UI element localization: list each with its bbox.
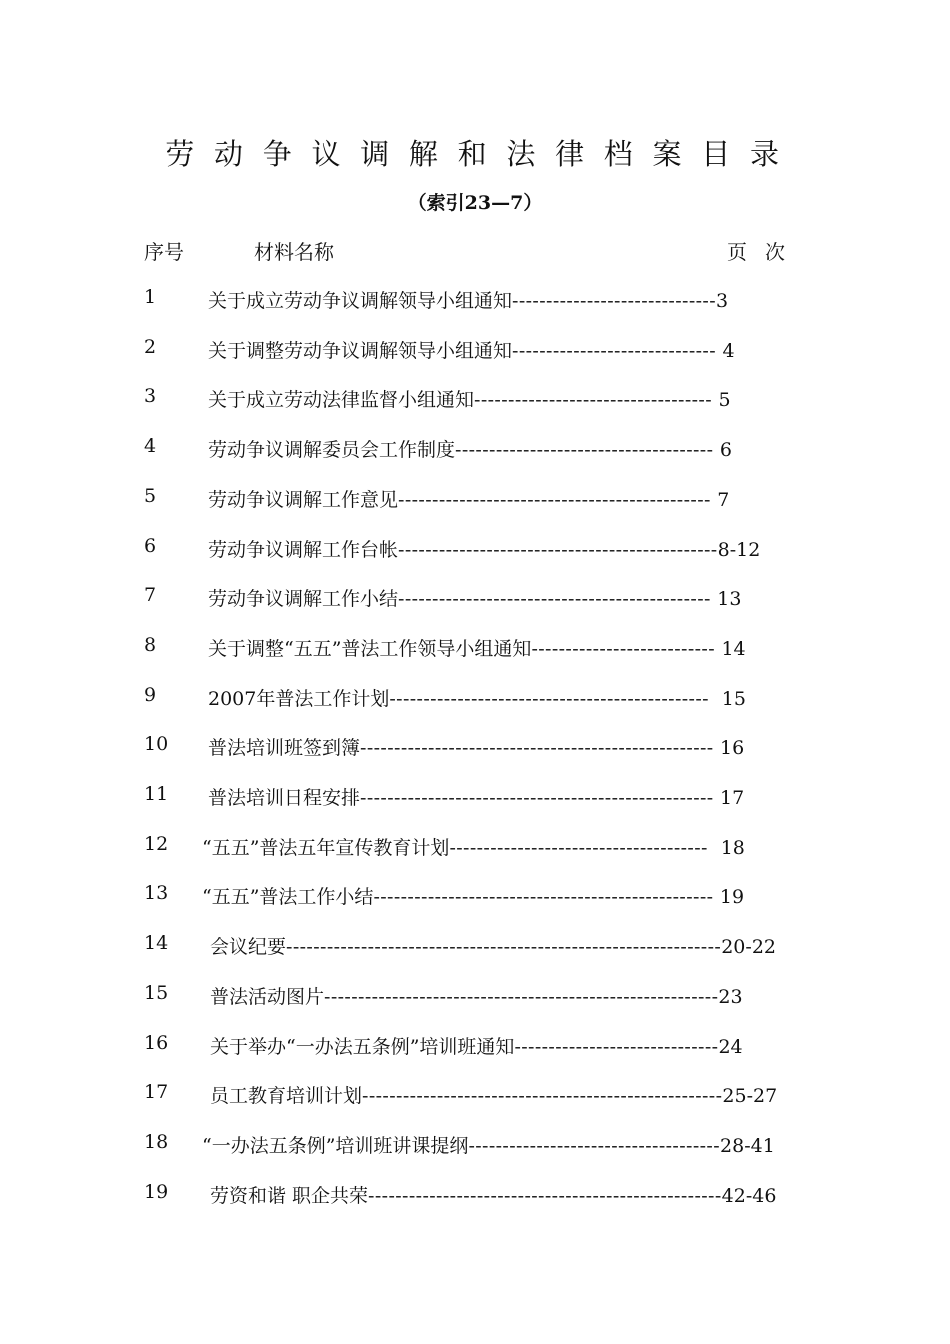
- toc-row: [0, 485, 950, 515]
- header-name: 材料名称: [254, 240, 334, 264]
- toc-row-page: 16: [720, 737, 745, 760]
- toc-row-leader: -----------------------------------: [474, 389, 719, 412]
- toc-row-entry: [208, 435, 732, 462]
- toc-row-entry: [202, 833, 745, 860]
- toc-row: [0, 684, 950, 714]
- toc-row-title: 普法培训日程安排: [208, 787, 361, 809]
- toc-row-entry: [208, 286, 728, 313]
- toc-row-title: 普法活动图片: [210, 985, 325, 1008]
- toc-row-page: 4: [722, 339, 735, 362]
- toc-row-title: 劳动争议调解委员会工作制度: [208, 439, 456, 462]
- toc-row-leader: ----------------------------------------------: [398, 588, 718, 611]
- toc-row-title: 劳动争议调解工作小结: [208, 588, 399, 611]
- toc-row: [0, 1081, 950, 1111]
- toc-row-page: 23: [718, 985, 743, 1008]
- toc-row-number: 9: [144, 683, 157, 706]
- toc-row-page: 18: [720, 836, 745, 859]
- toc-row-page: 24: [718, 1035, 743, 1058]
- toc-row-title: “五五”普法工作小结: [202, 886, 374, 909]
- toc-row-page: 42-46: [721, 1184, 777, 1207]
- toc-row-number: 19: [144, 1180, 169, 1203]
- toc-row-page: 28-41: [720, 1134, 775, 1157]
- toc-row-page: 3: [716, 290, 729, 312]
- toc-row-entry: [208, 783, 744, 810]
- toc-row-leader: ----------------------------------------------------: [360, 787, 721, 809]
- toc-row-number: 18: [144, 1130, 169, 1153]
- toc-row-leader: ----------------------------------------------: [398, 488, 718, 511]
- toc-row-leader: ------------------------------: [512, 290, 717, 312]
- toc-row-entry: [210, 932, 776, 959]
- toc-row-title: 关于调整劳动争议调解领导小组通知: [208, 339, 513, 362]
- toc-row-title: 劳动争议调解工作台帐: [208, 538, 399, 561]
- toc-row-entry: [208, 485, 729, 512]
- toc-row-page: 19: [719, 886, 745, 909]
- toc-row-leader: ----------------------------------------------------------: [324, 985, 719, 1008]
- toc-row-page: 14: [721, 637, 746, 660]
- toc-row-page: 13: [717, 588, 742, 611]
- header-page: 页次: [727, 240, 803, 264]
- toc-row-number: 12: [144, 832, 169, 855]
- toc-row-leader: ------------------------------: [512, 339, 723, 362]
- toc-row-entry: [208, 336, 735, 363]
- toc-row-leader: -------------------------------------: [468, 1134, 721, 1157]
- toc-row: [0, 634, 950, 664]
- toc-row: [0, 435, 950, 465]
- toc-row: [0, 783, 950, 813]
- toc-row-page: 20-22: [721, 936, 776, 959]
- document-title: 劳动争议调解和法律档案目录: [165, 137, 799, 171]
- toc-row-title: 关于成立劳动法律监督小组通知: [208, 389, 475, 412]
- toc-row-number: 3: [144, 385, 157, 408]
- toc-row: [0, 1032, 950, 1062]
- toc-row: [0, 535, 950, 565]
- toc-row-page: 15: [721, 687, 746, 710]
- toc-row-number: 16: [144, 1031, 169, 1054]
- toc-row-entry: [202, 882, 744, 909]
- toc-row-number: 4: [144, 435, 157, 458]
- toc-row-page: 25-27: [722, 1085, 778, 1108]
- toc-row-title: 劳动争议调解工作意见: [208, 488, 399, 511]
- toc-row-leader: -----------------------------------------------------: [362, 1085, 723, 1108]
- toc-row-title: 关于举办“一办法五条例”培训班通知: [210, 1035, 515, 1058]
- toc-row-title: 关于成立劳动争议调解领导小组通知: [208, 290, 513, 312]
- toc-row-title: “五五”普法五年宣传教育计划: [202, 836, 450, 859]
- toc-row-title: 会议纪要: [210, 936, 287, 959]
- toc-row-title: “一办法五条例”培训班讲课提纲: [202, 1134, 469, 1157]
- toc-row-title: 员工教育培训计划: [210, 1085, 363, 1108]
- toc-row: [0, 882, 950, 912]
- toc-row-leader: ----------------------------------------------------: [368, 1184, 722, 1207]
- toc-row-title: 关于调整“五五”普法工作领导小组通知: [208, 637, 532, 660]
- toc-row-entry: [210, 1081, 777, 1108]
- toc-row: [0, 584, 950, 614]
- toc-row-number: 13: [144, 882, 169, 905]
- toc-row-title: 劳资和谐 职企共荣: [210, 1184, 369, 1207]
- toc-row-leader: ----------------------------------------------------: [360, 737, 721, 760]
- toc-row-leader: -----------------------------------------------: [389, 687, 722, 710]
- toc-row-entry: [210, 1181, 776, 1208]
- toc-row-entry: [210, 1032, 743, 1059]
- header-number: 序号: [144, 240, 184, 264]
- toc-row-number: 6: [144, 534, 157, 557]
- toc-row-entry: [208, 584, 741, 611]
- toc-row-number: 11: [144, 783, 169, 805]
- toc-row: [0, 733, 950, 763]
- toc-row-leader: ----------------------------------------------------------------: [286, 936, 722, 959]
- toc-row-page: 7: [717, 488, 730, 511]
- toc-row-number: 15: [144, 981, 169, 1004]
- toc-row-entry: [210, 982, 743, 1009]
- toc-row-title: 2007年普法工作计划: [208, 687, 390, 710]
- toc-row-page: 5: [718, 389, 731, 412]
- toc-row-page: 8-12: [717, 538, 761, 561]
- toc-row-leader: --------------------------------------: [449, 836, 721, 859]
- toc-row-entry: [208, 733, 744, 760]
- toc-row-number: 7: [144, 584, 157, 607]
- toc-row-title: 普法培训班签到簿: [208, 737, 361, 760]
- document-subtitle: （索引23—7）: [407, 192, 543, 214]
- toc-row: [0, 385, 950, 415]
- toc-row-number: 5: [144, 484, 157, 507]
- toc-row: [0, 932, 950, 962]
- toc-row-entry: [208, 535, 760, 562]
- toc-row-page: 17: [720, 787, 745, 809]
- toc-row: [0, 286, 950, 316]
- toc-row-number: 2: [144, 335, 157, 358]
- toc-row-leader: ---------------------------: [531, 637, 722, 660]
- toc-row-leader: ------------------------------: [514, 1035, 719, 1058]
- toc-row-entry: [202, 1131, 775, 1158]
- toc-row-leader: --------------------------------------: [455, 439, 720, 462]
- toc-row-leader: --------------------------------------------------: [373, 886, 720, 909]
- toc-row-number: 10: [144, 733, 169, 756]
- toc-row-entry: [208, 634, 746, 661]
- toc-row: [0, 833, 950, 863]
- toc-row-number: 1: [144, 286, 157, 308]
- toc-row-entry: [208, 684, 746, 711]
- toc-row-leader: -----------------------------------------------: [398, 538, 718, 561]
- toc-row-number: 14: [144, 932, 169, 955]
- toc-row-number: 17: [144, 1081, 169, 1104]
- toc-row-number: 8: [144, 633, 157, 656]
- toc-row: [0, 336, 950, 366]
- toc-row: [0, 1181, 950, 1211]
- toc-row-entry: [208, 385, 731, 412]
- toc-row: [0, 982, 950, 1012]
- toc-row: [0, 1131, 950, 1161]
- toc-row-page: 6: [719, 439, 732, 462]
